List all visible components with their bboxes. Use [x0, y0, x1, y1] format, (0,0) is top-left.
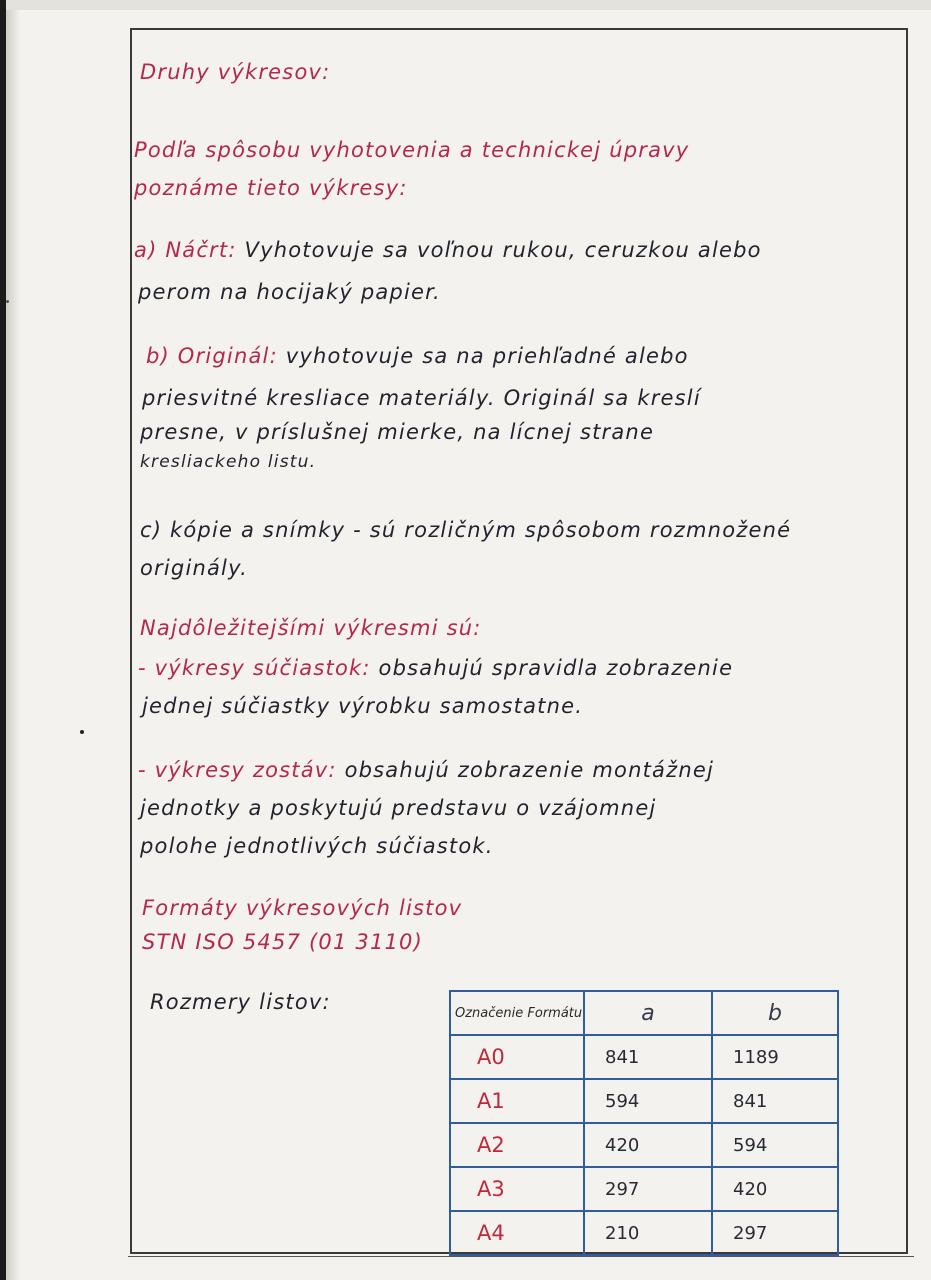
table-row [450, 1079, 838, 1123]
important-heading: Najdôležitejšími výkresmi sú: [140, 616, 482, 640]
table-row [450, 1211, 838, 1255]
formats-heading-2: STN ISO 5457 (01 3110) [142, 930, 424, 954]
table-cell: 594 [712, 1123, 838, 1167]
table-cell-format: A1 [450, 1079, 584, 1123]
item-a-text-1: Vyhotovuje sa voľnou rukou, ceruzkou alebo [244, 238, 762, 262]
important-p2-text-1: obsahujú zobrazenie montážnej [344, 758, 714, 782]
important-p1-line-2: jednej súčiastky výrobku samostatne. [142, 694, 584, 718]
item-b-line-3: presne, v príslušnej mierke, na lícnej strane [140, 420, 655, 444]
table-row [450, 1123, 838, 1167]
item-b-line-1 [146, 344, 689, 368]
table-cell: 594 [584, 1079, 712, 1123]
item-b-text-1: vyhotovuje sa na priehľadné alebo [285, 344, 689, 368]
intro-line-2: poznáme tieto výkresy: [134, 176, 408, 200]
ink-dot [6, 300, 9, 303]
intro-line-1: Podľa spôsobu vyhotovenia a technickej úpravy [134, 138, 690, 162]
item-a-line-1 [134, 238, 762, 262]
formats-table [449, 990, 839, 1256]
table-cell: 297 [712, 1211, 838, 1255]
table-row [450, 1035, 838, 1079]
ink-dot [80, 730, 84, 734]
table-cell: 420 [712, 1167, 838, 1211]
table-cell: 1189 [712, 1035, 838, 1079]
table-header-row [450, 991, 838, 1035]
table-cell-format: A3 [450, 1167, 584, 1211]
important-p1-text-1: obsahujú spravidla zobrazenie [378, 656, 734, 680]
item-b-line-2: priesvitné kresliace materiály. Originál sa kreslí [142, 386, 701, 410]
important-p1-label: - výkresy súčiastok: [138, 656, 371, 680]
table-cell-format: A4 [450, 1211, 584, 1255]
item-b-label: b) Originál: [146, 344, 278, 368]
table-row [450, 1167, 838, 1211]
table-cell-format: A0 [450, 1035, 584, 1079]
table-cell: 841 [584, 1035, 712, 1079]
table-header-cell: b [712, 991, 838, 1035]
item-c-line-1: c) kópie a snímky - sú rozličným spôsobom rozmnožené [140, 518, 792, 542]
table-cell-format: A2 [450, 1123, 584, 1167]
heading: Druhy výkresov: [140, 60, 331, 84]
table-cell: 210 [584, 1211, 712, 1255]
formats-heading-1: Formáty výkresových listov [142, 896, 463, 920]
table-cell: 297 [584, 1167, 712, 1211]
item-a-label: a) Náčrt: [134, 238, 237, 262]
item-c-line-2: originály. [140, 556, 248, 580]
item-b-line-4: kresliackeho listu. [140, 452, 317, 472]
sizes-label: Rozmery listov: [150, 990, 331, 1014]
table-header-cell: Označenie Formátu [450, 991, 584, 1035]
page-top-edge [6, 0, 931, 10]
page-shadow [6, 0, 20, 1280]
important-p2-label: - výkresy zostáv: [138, 758, 337, 782]
important-p2-line-3: polohe jednotlivých súčiastok. [140, 834, 494, 858]
item-a-line-2: perom na hocijaký papier. [138, 280, 441, 304]
table-cell: 841 [712, 1079, 838, 1123]
table-cell: 420 [584, 1123, 712, 1167]
important-p2-line-2: jednotky a poskytujú predstavu o vzájomnej [140, 796, 657, 820]
table-header-cell: a [584, 991, 712, 1035]
